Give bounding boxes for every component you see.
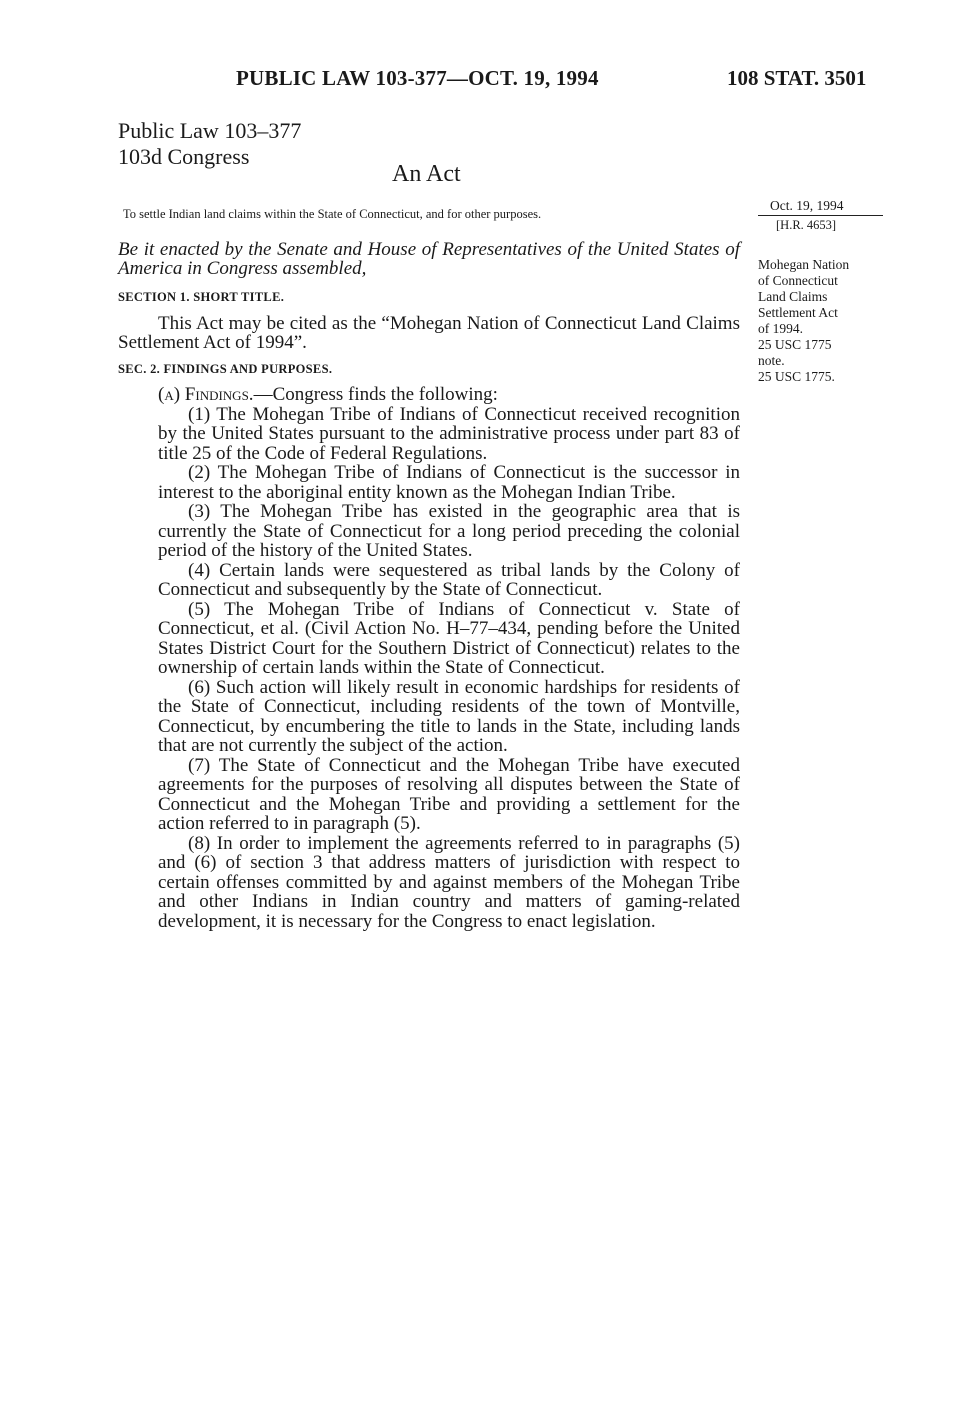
- section-2-heading: SEC. 2. FINDINGS AND PURPOSES.: [118, 362, 333, 376]
- margin-note: Mohegan Nation: [758, 257, 850, 272]
- margin-divider: [758, 215, 883, 216]
- findings-list: [158, 385, 740, 931]
- findings-intro-text: —Congress finds the following:: [253, 384, 498, 405]
- act-purpose: To settle Indian land claims within the State of Connecticut, and for other purposes.: [123, 207, 542, 221]
- findings-label: (a) Findings.: [158, 384, 254, 405]
- findings-intro: [158, 385, 740, 405]
- finding-paragraph: (8) In order to implement the agreements referred to in paragraphs (5) and (6) of section 3 that address matters of jurisdiction with respect to certain offenses committed by and against members of the Mohegan Tribe and other Indians in Indian country and matters of gaming-related development, it is necessary for the Congress to enact legislation.: [158, 832, 740, 932]
- finding-paragraph: (5) The Mohegan Tribe of Indians of Connecticut v. State of Connecticut, et al. (Civil Action No. H–77–434, pending before the United States District Court for the Southern District of Connecticut) relates to the ownership of certain lands within the State of Connecticut.: [158, 598, 740, 678]
- act-heading: An Act: [392, 161, 461, 187]
- margin-note: Settlement Act: [758, 305, 838, 320]
- margin-note: 25 USC 1775: [758, 337, 832, 352]
- margin-note: of Connecticut: [758, 273, 838, 288]
- margin-note: of 1994.: [758, 321, 803, 336]
- finding-paragraph: (1) The Mohegan Tribe of Indians of Connecticut received recognition by the United States pursuant to the administrative process under part 83 of title 25 of the Code of Federal Regulations.: [158, 403, 740, 464]
- public-law-number: Public Law 103–377: [118, 118, 302, 143]
- finding-paragraph: (2) The Mohegan Tribe of Indians of Connecticut is the successor in interest to the aboriginal entity known as the Mohegan Indian Tribe.: [158, 462, 740, 503]
- margin-note: 25 USC 1775.: [758, 369, 835, 384]
- finding-paragraph: (6) Such action will likely result in economic hardships for residents of the State of Connecticut, including residents of the town of Montville, Connecticut, by encumbering the title to lands in the State, including lands that are not currently the subject of the action.: [158, 676, 740, 756]
- margin-note: note.: [758, 353, 785, 368]
- statute-citation: 108 STAT. 3501: [727, 66, 867, 90]
- law-identification: [118, 118, 301, 170]
- section-1-heading: SECTION 1. SHORT TITLE.: [118, 290, 285, 304]
- enacting-clause: Be it enacted by the Senate and House of Representatives of the United States of America in Congress assembled,: [118, 239, 740, 279]
- congress-number: 103d Congress: [118, 144, 250, 169]
- running-head: PUBLIC LAW 103-377—OCT. 19, 1994: [236, 66, 599, 90]
- margin-notes: [758, 198, 893, 385]
- finding-paragraph: (4) Certain lands were sequestered as tribal lands by the Colony of Connecticut and subsequently by the State of Connecticut.: [158, 559, 740, 600]
- enactment-date: Oct. 19, 1994: [770, 198, 844, 213]
- section-1-text: This Act may be cited as the “Mohegan Nation of Connecticut Land Claims Settlement Act of 1994”.: [118, 313, 740, 353]
- finding-paragraph: (7) The State of Connecticut and the Mohegan Tribe have executed agreements for the purposes of resolving all disputes between the State of Connecticut and the Mohegan Tribe and providing a settlement for the action referred to in paragraph (5).: [158, 754, 740, 834]
- finding-paragraph: (3) The Mohegan Tribe has existed in the geographic area that is currently the State of Connecticut for a long period preceding the colonial period of the history of the United States.: [158, 501, 740, 561]
- margin-note: Land Claims: [758, 289, 828, 304]
- bill-number: [H.R. 4653]: [776, 218, 837, 232]
